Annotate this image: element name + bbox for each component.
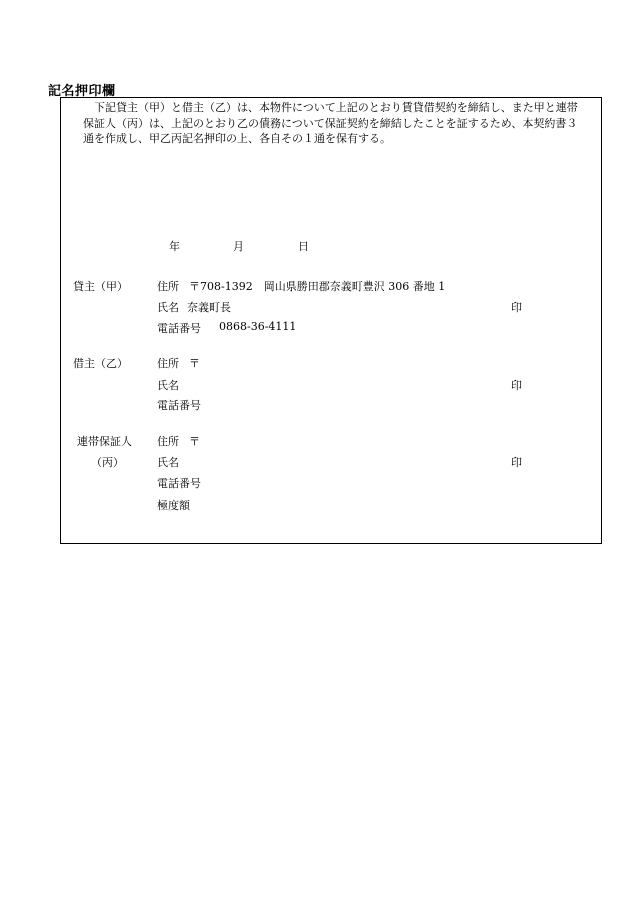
- lessee-name-label: 氏名: [157, 379, 179, 392]
- lessee-address-label: 住所: [157, 357, 179, 370]
- guarantor-address-label: 住所: [157, 435, 179, 448]
- guarantor-address[interactable]: 〒: [189, 435, 200, 448]
- signature-box: [60, 97, 602, 544]
- lessor-address-label: 住所: [157, 280, 179, 293]
- date-day[interactable]: 日: [298, 240, 309, 253]
- guarantor-role-suffix: （丙）: [91, 456, 124, 469]
- date-month[interactable]: 月: [233, 240, 244, 253]
- guarantor-seal: 印: [511, 456, 522, 469]
- lessor-name[interactable]: 奈義町長: [187, 301, 231, 314]
- lessor-seal: 印: [511, 301, 522, 314]
- guarantor-name-label: 氏名: [157, 456, 179, 469]
- guarantor-role: 連帯保証人: [77, 435, 132, 448]
- lessor-phone-label: 電話番号: [157, 322, 201, 335]
- intro-paragraph: [83, 100, 583, 147]
- lessor-phone[interactable]: 0868-36-4111: [219, 320, 297, 333]
- lessor-name-label: 氏名: [157, 301, 179, 314]
- guarantor-phone-label: 電話番号: [157, 477, 201, 490]
- lessee-seal: 印: [511, 379, 522, 392]
- lessee-role: 借主（乙）: [73, 357, 128, 370]
- lessor-role: 貸主（甲）: [73, 280, 128, 293]
- guarantor-limit-label: 極度額: [157, 499, 190, 512]
- date-year[interactable]: 年: [169, 240, 180, 253]
- lessor-address[interactable]: 〒708-1392 岡山県勝田郡奈義町豊沢 306 番地 1: [189, 280, 446, 293]
- lessee-address[interactable]: 〒: [189, 357, 200, 370]
- section-heading: 記名押印欄: [48, 84, 116, 99]
- intro-text: 下記貸主（甲）と借主（乙）は、本物件について上記のとおり賃貸借契約を締結し、また甲と連帯保証人（丙）は、上記のとおり乙の債務について保証契約を締結したことを証するため、本契約書３通を作成し、甲乙丙記名押印の上、各自その１通を保有する。: [83, 101, 578, 145]
- lessee-phone-label: 電話番号: [157, 399, 201, 412]
